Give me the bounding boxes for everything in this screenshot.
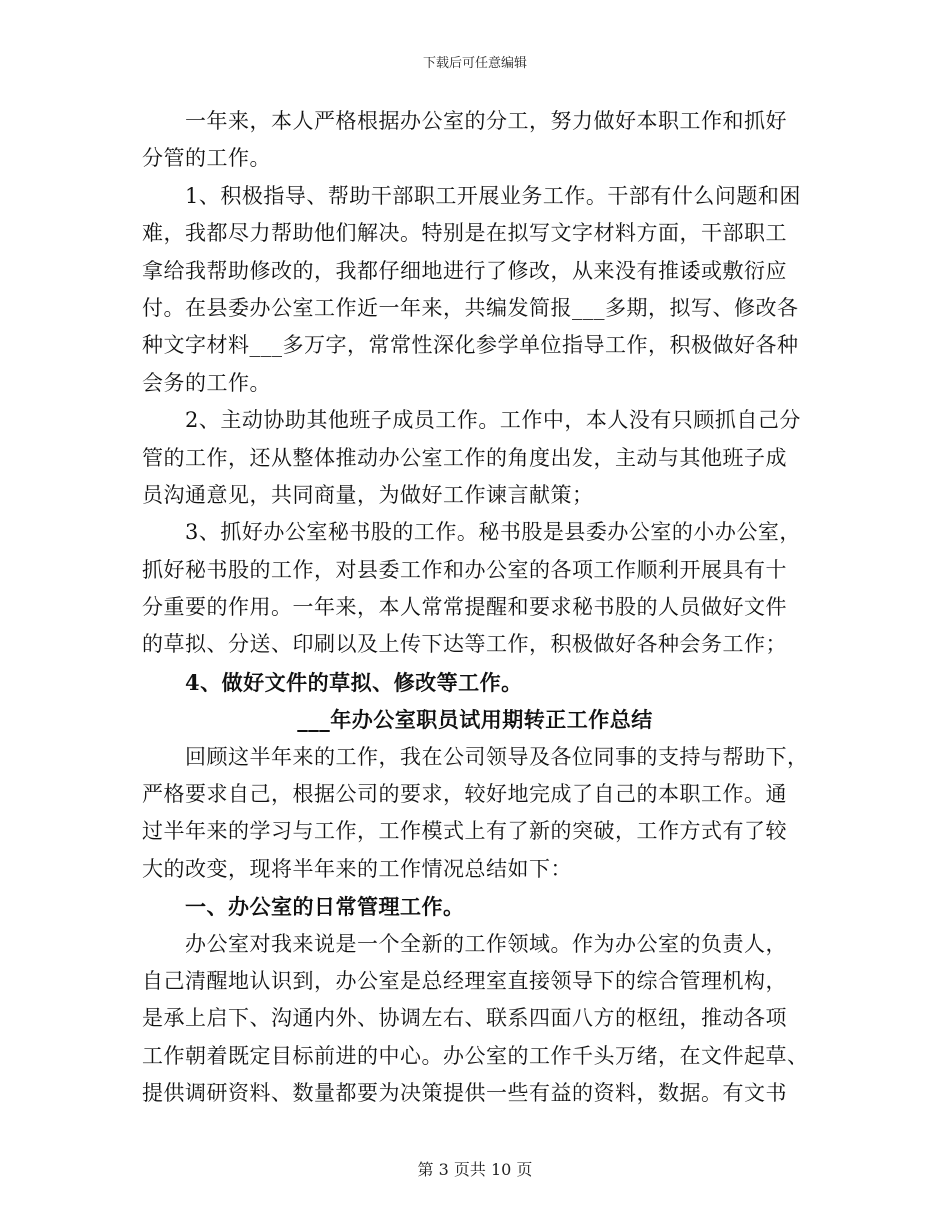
text-line: 会务的工作。 xyxy=(142,370,271,395)
text-line: 一年来，本人严格根据办公室的分工，努力做好本职工作和抓好 xyxy=(185,109,787,133)
text-line: 种文字材料___多万字，常常性深化参学单位指导工作，积极做好各种 xyxy=(142,333,799,358)
text-line: 难，我都尽力帮助他们解决。特别是在拟写文字材料方面，干部职工 xyxy=(142,221,787,246)
text-line: 抓好秘书股的工作，对县委工作和办公室的各项工作顺利开展具有十 xyxy=(142,557,787,582)
text-line: 拿给我帮助修改的，我都仔细地进行了修改，从来没有推诿或敷衍应 xyxy=(142,258,787,283)
text-line: 自己清醒地认识到，办公室是总经理室直接领导下的综合管理机构， xyxy=(142,968,787,993)
text-line: 一、办公室的日常管理工作。 xyxy=(185,894,465,920)
text-line: 过半年来的学习与工作，工作模式上有了新的突破，工作方式有了较 xyxy=(142,819,787,844)
text-line: 员沟通意见，共同商量，为做好工作谏言献策； xyxy=(142,482,594,507)
text-line: 分重要的作用。一年来，本人常常提醒和要求秘书股的人员做好文件 xyxy=(142,595,787,620)
text-line: 4、做好文件的草拟、修改等工作。 xyxy=(185,669,523,695)
page-header: 下载后可任意编辑 xyxy=(422,56,527,71)
text-line: 严格要求自己，根据公司的要求，较好地完成了自己的本职工作。通 xyxy=(142,782,787,807)
text-line: 3、抓好办公室秘书股的工作。秘书股是县委办公室的小办公室， xyxy=(185,520,801,545)
text-line: 提供调研资料、数量都要为决策提供一些有益的资料，数据。有文书 xyxy=(142,1081,787,1106)
text-line: 1、积极指导、帮助干部职工开展业务工作。干部有什么问题和困 xyxy=(185,183,801,208)
text-line: 分管的工作。 xyxy=(142,146,271,171)
text-line: 办公室对我来说是一个全新的工作领域。作为办公室的负责人， xyxy=(185,931,787,956)
text-line: 大的改变，现将半年来的工作情况总结如下： xyxy=(142,856,572,881)
page-footer: 第 3 页共 10 页 xyxy=(417,1160,533,1179)
text-line: 工作朝着既定目标前进的中心。办公室的工作千头万绪，在文件起草、 xyxy=(142,1043,809,1068)
document-body xyxy=(142,103,808,1113)
text-line: 回顾这半年来的工作，我在公司领导及各位同事的支持与帮助下， xyxy=(185,744,809,769)
text-line: 是承上启下、沟通内外、协调左右、联系四面八方的枢纽，推动各项 xyxy=(142,1006,787,1031)
section-title: ___年办公室职员试用期转正工作总结 xyxy=(297,707,653,733)
text-line: 管的工作，还从整体推动办公室工作的角度出发，主动与其他班子成 xyxy=(142,445,787,470)
text-line: 付。在县委办公室工作近一年来，共编发简报___多期，拟写、修改各 xyxy=(142,295,799,320)
text-line: 的草拟、分送、印刷以及上传下达等工作，积极做好各种会务工作； xyxy=(142,632,787,657)
text-line: 2、主动协助其他班子成员工作。工作中，本人没有只顾抓自己分 xyxy=(185,408,801,433)
